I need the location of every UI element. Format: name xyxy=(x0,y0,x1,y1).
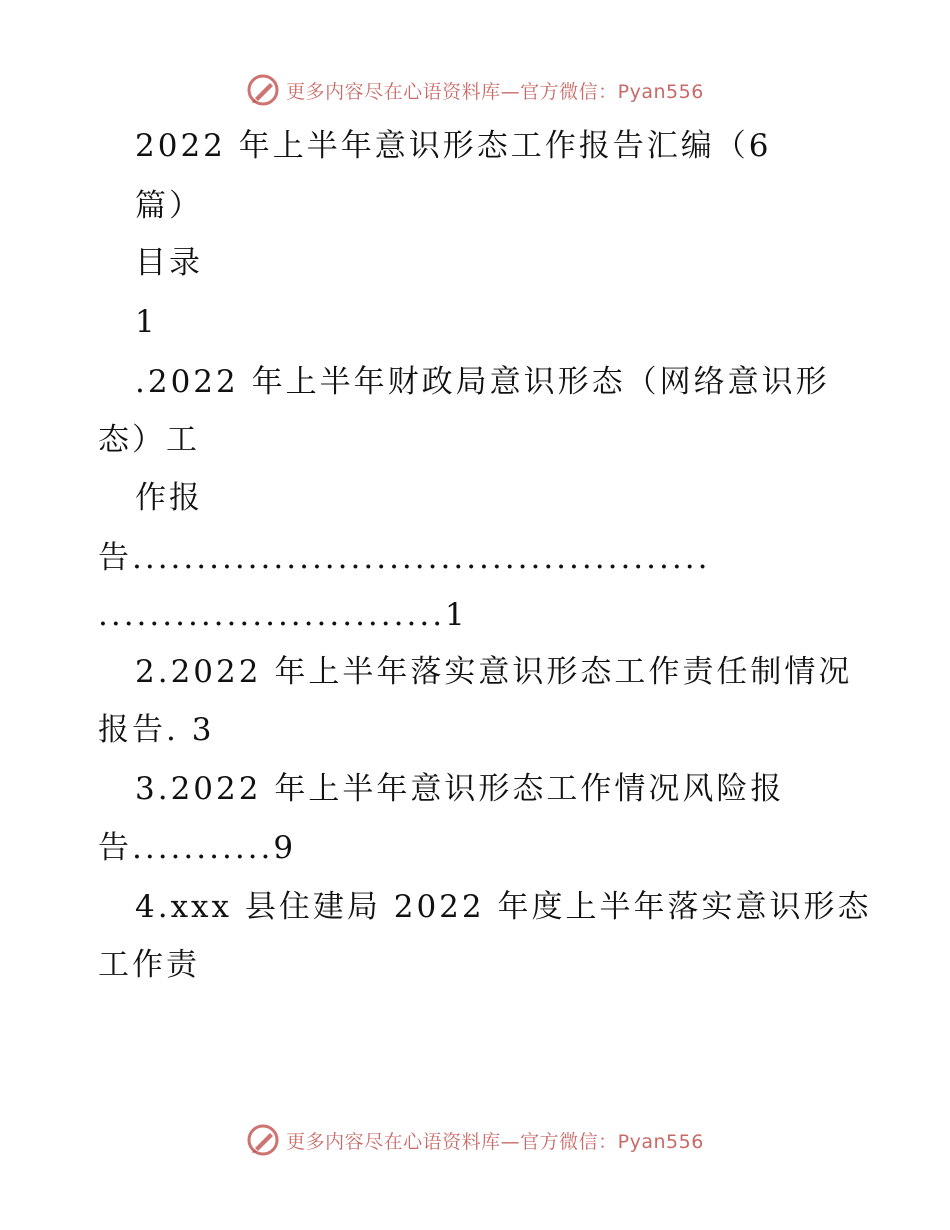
toc-item-4-line-1: 4.xxx 县住建局 2022 年度上半年落实意识形态 xyxy=(135,889,872,925)
doc-title-line-1: 2022 年上半年意识形态工作报告汇编（6 xyxy=(135,128,772,164)
toc-heading: 目录 xyxy=(135,245,203,281)
toc-item-1-line-2: 态）工 xyxy=(98,422,200,458)
doc-title-line-2: 篇） xyxy=(135,188,203,224)
watermark-text: 更多内容尽在心语资料库—官方微信：Pyan556 xyxy=(286,80,704,103)
toc-item-3-line-2: 告...........9 xyxy=(98,830,297,866)
pen-logo-icon xyxy=(246,1123,280,1157)
toc-item-1-number: 1 xyxy=(135,304,158,340)
toc-item-1-line-4: 告............................................. xyxy=(98,540,711,576)
toc-item-1-page: ...........................1 xyxy=(98,597,468,633)
toc-item-4-line-2: 工作责 xyxy=(98,947,200,983)
watermark-bottom xyxy=(0,1120,950,1160)
toc-item-3-line-1: 3.2022 年上半年意识形态工作情况风险报 xyxy=(135,771,785,807)
pen-logo-icon xyxy=(246,73,280,107)
toc-item-1-line-1: .2022 年上半年财政局意识形态（网络意识形 xyxy=(135,364,830,400)
toc-item-2-line-1: 2.2022 年上半年落实意识形态工作责任制情况 xyxy=(135,654,853,690)
toc-item-1-line-3: 作报 xyxy=(135,480,203,516)
toc-item-2-line-2: 报告. 3 xyxy=(98,712,215,748)
watermark-text: 更多内容尽在心语资料库—官方微信：Pyan556 xyxy=(286,1130,704,1153)
watermark-top xyxy=(0,70,950,110)
